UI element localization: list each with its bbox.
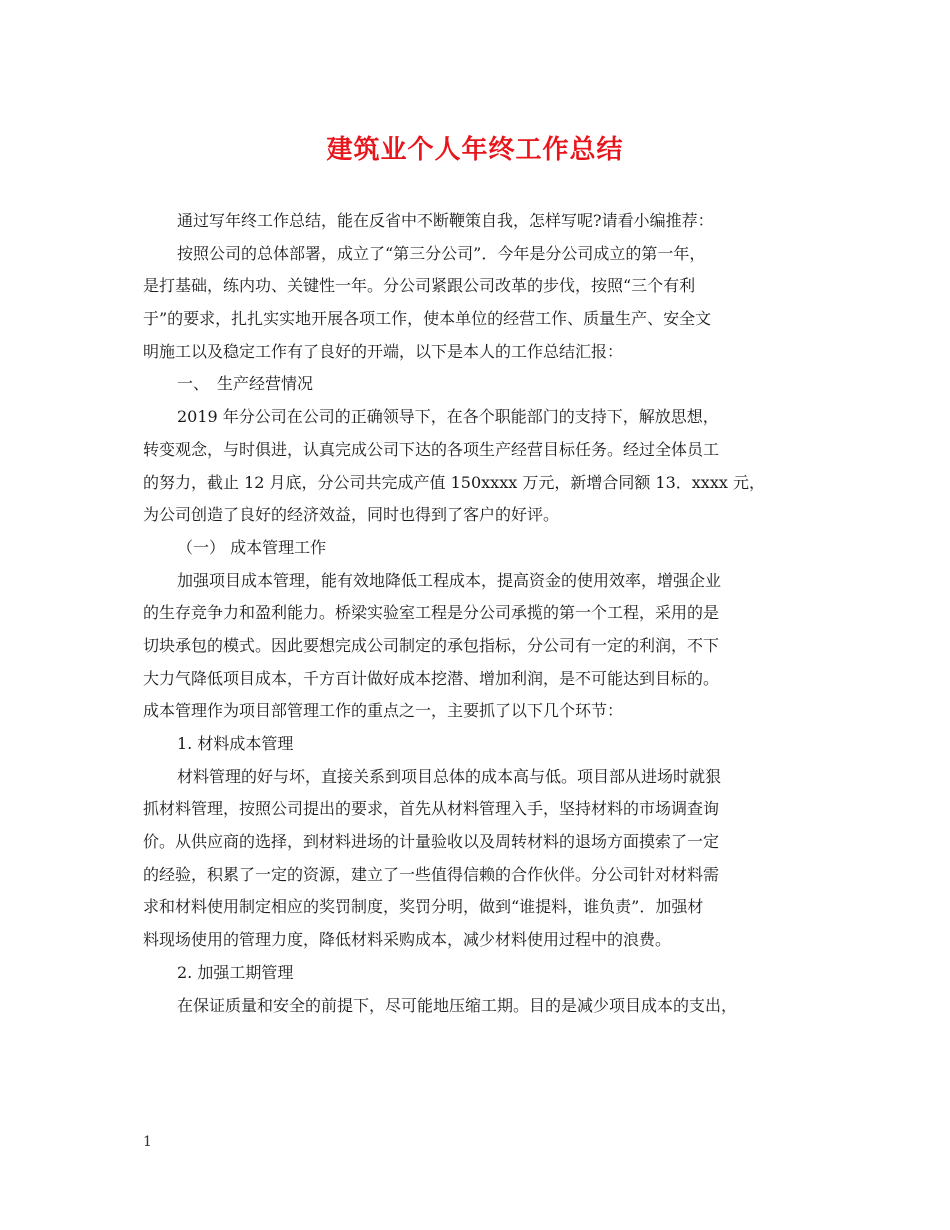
body-text-line: 的努力，截止 12 月底，分公司共完成产值 150xxxx 万元，新增合同额 13．xxxx 元，: [143, 472, 765, 492]
body-text-line: 转变观念，与时俱进，认真完成公司下达的各项生产经营目标任务。经过全体员工: [143, 439, 720, 459]
body-text-line: 2019 年分公司在公司的正确领导下，在各个职能部门的支持下，解放思想，: [177, 407, 719, 427]
document-body: [143, 205, 808, 1022]
body-text-line: 抓材料管理，按照公司提出的要求，首先从材料管理入手，坚持材料的市场调查询: [143, 799, 720, 819]
body-text-line: 成本管理作为项目部管理工作的重点之一，主要抓了以下几个环节：: [143, 701, 624, 721]
body-text-line: 一、 生产经营情况: [177, 374, 314, 394]
body-text-line: 1. 材料成本管理: [177, 734, 294, 753]
body-text-line: 2. 加强工期管理: [177, 962, 294, 982]
body-text-line: 的生存竞争力和盈利能力。桥梁实验室工程是分公司承揽的第一个工程，采用的是: [143, 603, 720, 623]
body-text-line: 的经验，积累了一定的资源，建立了一些值得信赖的合作伙伴。分公司针对材料需: [143, 864, 720, 884]
body-text-line: 于”的要求，扎扎实实地开展各项工作，使本单位的经营工作、质量生产、安全文: [143, 309, 712, 329]
page-number: 1: [143, 1134, 152, 1150]
body-text-line: 大力气降低项目成本，千方百计做好成本挖潜、增加利润，是不可能达到目标的。: [143, 668, 720, 688]
body-text-line: 是打基础，练内功、关键性一年。分公司紧跟公司改革的步伐，按照“三个有利: [143, 276, 696, 296]
body-text-line: 明施工以及稳定工作有了良好的开端，以下是本人的工作总结汇报：: [143, 341, 624, 361]
document-title: 建筑业个人年终工作总结: [326, 135, 624, 165]
body-text-line: 求和材料使用制定相应的奖罚制度，奖罚分明，做到“谁提料，谁负责”．加强材: [143, 897, 704, 917]
body-text-line: 按照公司的总体部署，成立了“第三分公司”．今年是分公司成立的第一年，: [177, 243, 706, 263]
body-text-line: 为公司创造了良好的经济效益，同时也得到了客户的好评。: [143, 505, 560, 525]
body-text-line: 加强项目成本管理，能有效地降低工程成本，提高资金的使用效率，增强企业: [177, 570, 722, 590]
body-text-line: 在保证质量和安全的前提下，尽可能地压缩工期。目的是减少项目成本的支出，: [177, 995, 738, 1015]
body-text-line: 料现场使用的管理力度，降低材料采购成本，减少材料使用过程中的浪费。: [143, 930, 672, 950]
body-text-line: 切块承包的模式。因此要想完成公司制定的承包指标，分公司有一定的利润，不下: [143, 635, 720, 655]
body-text-line: 通过写年终工作总结，能在反省中不断鞭策自我，怎样写呢?请看小编推荐：: [177, 211, 714, 230]
body-text-line: （一） 成本管理工作: [177, 537, 327, 557]
body-text-line: 价。从供应商的选择，到材料进场的计量验收以及周转材料的退场方面摸索了一定: [143, 832, 720, 852]
body-text-line: 材料管理的好与坏，直接关系到项目总体的成本高与低。项目部从进场时就狠: [177, 766, 722, 786]
